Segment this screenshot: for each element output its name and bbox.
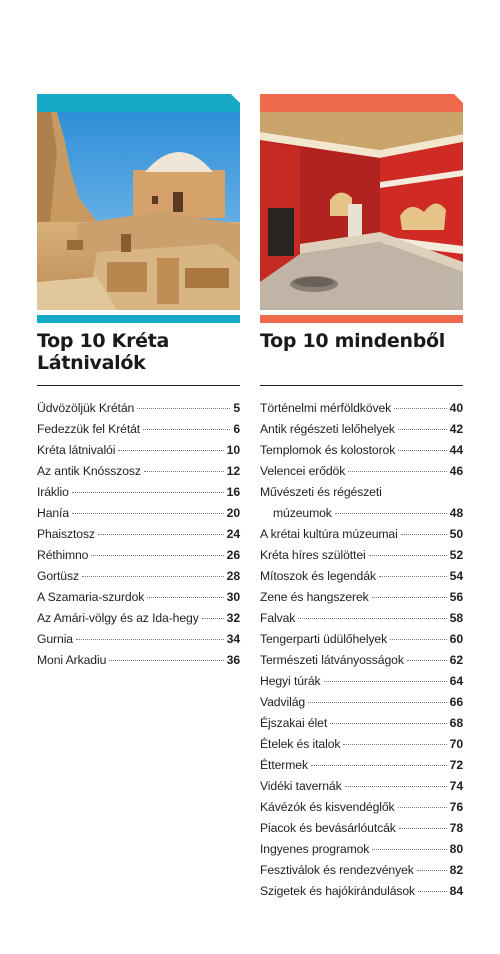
toc-entry-label: Piacok és bevásárlóutcák (260, 821, 396, 835)
dot-leader (399, 828, 447, 829)
dot-leader (345, 786, 447, 787)
toc-entry[interactable] (260, 650, 463, 671)
toc-entry-label: Ételek és italok (260, 737, 341, 751)
toc-entry[interactable] (37, 482, 240, 503)
toc-entry[interactable] (260, 545, 463, 566)
throne-room-photo (260, 112, 463, 310)
toc-entry-page: 56 (449, 590, 463, 604)
dot-leader (379, 576, 447, 577)
toc-entry-page: 82 (449, 863, 463, 877)
toc-entry[interactable] (260, 419, 463, 440)
toc-entry[interactable] (260, 482, 463, 524)
toc-entry-page: 36 (226, 653, 240, 667)
toc-entry-label: Ingyenes programok (260, 842, 370, 856)
toc-entry[interactable] (260, 776, 463, 797)
dot-leader (118, 450, 223, 451)
toc-entry-label: Szigetek és hajókirándulások (260, 884, 416, 898)
dot-leader (98, 534, 224, 535)
toc-entry[interactable] (260, 587, 463, 608)
toc-entry[interactable] (260, 566, 463, 587)
toc-entry[interactable] (260, 797, 463, 818)
toc-entry-page: 30 (226, 590, 240, 604)
toc-entry[interactable] (260, 713, 463, 734)
toc-entry-page: 78 (449, 821, 463, 835)
toc-entry[interactable] (260, 671, 463, 692)
dot-leader (372, 849, 446, 850)
dot-leader (137, 408, 230, 409)
toc-entry[interactable] (260, 734, 463, 755)
toc-entry[interactable] (260, 839, 463, 860)
dot-leader (202, 618, 224, 619)
dot-leader (298, 618, 446, 619)
toc-entry-page: 84 (449, 884, 463, 898)
toc-entry[interactable] (260, 608, 463, 629)
toc-entry-label: Vidéki tavernák (260, 779, 342, 793)
toc-entry-label: Az antik Knósszosz (37, 464, 141, 478)
dot-leader (369, 555, 447, 556)
toc-entry-page: 74 (449, 779, 463, 793)
toc-entry[interactable] (37, 419, 240, 440)
toc-entry-page: 12 (226, 464, 240, 478)
toc-entry-page: 6 (233, 422, 240, 436)
toc-entry-page: 76 (449, 800, 463, 814)
dot-leader (91, 555, 223, 556)
toc-entry-label: Kréta látnivalói (37, 443, 116, 457)
toc-entry-page: 46 (449, 464, 463, 478)
toc-entry[interactable] (37, 440, 240, 461)
left-heading-rule (37, 385, 240, 386)
toc-entry-label: Templomok és kolostorok (260, 443, 396, 457)
dot-leader (401, 534, 447, 535)
toc-entry-page: 16 (226, 485, 240, 499)
dot-leader (335, 513, 447, 514)
toc-entry[interactable] (260, 629, 463, 650)
toc-entry-page: 10 (226, 443, 240, 457)
dot-leader (324, 681, 447, 682)
right-section-heading (260, 330, 463, 374)
dot-leader (144, 471, 224, 472)
toc-entry-label: Az Amári-völgy és az Ida-hegy (37, 611, 199, 625)
toc-entry[interactable] (37, 503, 240, 524)
toc-entry-label: Természeti látványosságok (260, 653, 404, 667)
toc-entry-page: 80 (449, 842, 463, 856)
toc-entry-label: Mítoszok és legendák (260, 569, 376, 583)
dot-leader (72, 513, 224, 514)
toc-entry-page: 72 (449, 758, 463, 772)
toc-entry-label: Hegyi túrák (260, 674, 321, 688)
toc-entry[interactable] (260, 461, 463, 482)
toc-entry-page: 44 (449, 443, 463, 457)
dot-leader (372, 597, 447, 598)
toc-entry-label: Üdvözöljük Krétán (37, 401, 135, 415)
right-mid-accent-bar (260, 315, 463, 323)
toc-entry-label: Hanía (37, 506, 70, 520)
toc-entry-label: Kávézók és kisvendéglők (260, 800, 395, 814)
dot-leader (348, 471, 446, 472)
toc-entry-page: 26 (226, 548, 240, 562)
dot-leader (398, 450, 446, 451)
toc-entry-page: 34 (226, 632, 240, 646)
toc-entry-label: Történelmi mérföldkövek (260, 401, 392, 415)
toc-entry-page: 68 (449, 716, 463, 730)
toc-entry-label: Moni Arkadiu (37, 653, 107, 667)
toc-entry-page: 64 (449, 674, 463, 688)
dot-leader (398, 429, 447, 430)
left-heading-line1: Top 10 Kréta (37, 330, 170, 352)
toc-entry[interactable] (260, 524, 463, 545)
dot-leader (390, 639, 447, 640)
left-top-accent-bar (37, 94, 240, 112)
toc-entry[interactable] (37, 566, 240, 587)
toc-entry-page: 54 (449, 569, 463, 583)
dot-leader (398, 807, 447, 808)
left-toc-list (37, 398, 240, 671)
toc-entry-label: Falvak (260, 611, 296, 625)
toc-entry-page: 50 (449, 527, 463, 541)
toc-entry-page: 5 (233, 401, 240, 415)
toc-entry[interactable] (260, 881, 463, 902)
left-section-heading (37, 330, 240, 374)
toc-entry-page: 24 (226, 527, 240, 541)
dot-leader (343, 744, 446, 745)
left-heading-line2: Látnivalók (37, 352, 146, 374)
toc-entry-label: Antik régészeti lelőhelyek (260, 422, 395, 436)
toc-entry[interactable] (37, 461, 240, 482)
toc-entry-page: 48 (449, 506, 463, 520)
toc-entry[interactable] (37, 629, 240, 650)
right-top-accent-bar (260, 94, 463, 112)
toc-entry-page: 42 (449, 422, 463, 436)
toc-entry-page: 66 (449, 695, 463, 709)
dot-leader (311, 765, 447, 766)
toc-entry[interactable] (37, 587, 240, 608)
toc-entry-page: 58 (449, 611, 463, 625)
dot-leader (143, 429, 230, 430)
toc-entry[interactable] (37, 545, 240, 566)
right-heading-line1: Top 10 mindenből (260, 330, 445, 352)
right-toc-list (260, 398, 463, 902)
toc-entry-label: Fesztiválok és rendezvények (260, 863, 414, 877)
toc-entry-label: Kréta híres szülöttei (260, 548, 366, 562)
toc-entry[interactable] (37, 524, 240, 545)
toc-entry-label: Tengerparti üdülőhelyek (260, 632, 388, 646)
toc-entry-page: 32 (226, 611, 240, 625)
toc-entry-page: 52 (449, 548, 463, 562)
left-mid-accent-bar (37, 315, 240, 323)
toc-entry-page: 70 (449, 737, 463, 751)
ruins-photo (37, 112, 240, 310)
dot-leader (418, 891, 447, 892)
toc-entry-page: 60 (449, 632, 463, 646)
toc-entry-label: Éttermek (260, 758, 308, 772)
toc-entry[interactable] (260, 440, 463, 461)
toc-entry-label: Vadvilág (260, 695, 306, 709)
toc-entry[interactable] (260, 398, 463, 419)
left-column (37, 94, 240, 671)
dot-leader (147, 597, 223, 598)
dot-leader (109, 660, 223, 661)
dot-leader (82, 576, 224, 577)
toc-entry-label: Iráklio (37, 485, 69, 499)
dot-leader (407, 660, 447, 661)
toc-entry-label: Éjszakai élet (260, 716, 328, 730)
toc-entry-label: Fedezzük fel Krétát (37, 422, 141, 436)
toc-entry-label: Gortüsz (37, 569, 79, 583)
dot-leader (330, 723, 447, 724)
toc-entry-label: Réthimno (37, 548, 89, 562)
toc-entry[interactable] (37, 398, 240, 419)
toc-entry[interactable] (260, 755, 463, 776)
toc-entry-label: A krétai kultúra múzeumai (260, 527, 398, 541)
toc-entry[interactable] (37, 608, 240, 629)
toc-entry-label: Zene és hangszerek (260, 590, 369, 604)
toc-entry[interactable] (260, 818, 463, 839)
toc-entry[interactable] (260, 692, 463, 713)
toc-entry-page: 28 (226, 569, 240, 583)
dot-leader (72, 492, 224, 493)
dot-leader (76, 639, 224, 640)
toc-entry[interactable] (37, 650, 240, 671)
dot-leader (417, 870, 447, 871)
dot-leader (394, 408, 447, 409)
toc-entry[interactable] (260, 860, 463, 881)
toc-entry-page: 20 (226, 506, 240, 520)
toc-entry-label-continued: múzeumok (273, 506, 332, 520)
toc-entry-label: Velencei erődök (260, 464, 346, 478)
toc-entry-page: 62 (449, 653, 463, 667)
dot-leader (308, 702, 447, 703)
right-column (260, 94, 463, 902)
toc-entry-label: Művészeti és régészeti (260, 485, 382, 499)
toc-entry-page: 40 (449, 401, 463, 415)
right-heading-rule (260, 385, 463, 386)
toc-entry-label: A Szamaria-szurdok (37, 590, 145, 604)
toc-entry-label: Phaisztosz (37, 527, 95, 541)
toc-entry-label: Gurnia (37, 632, 73, 646)
